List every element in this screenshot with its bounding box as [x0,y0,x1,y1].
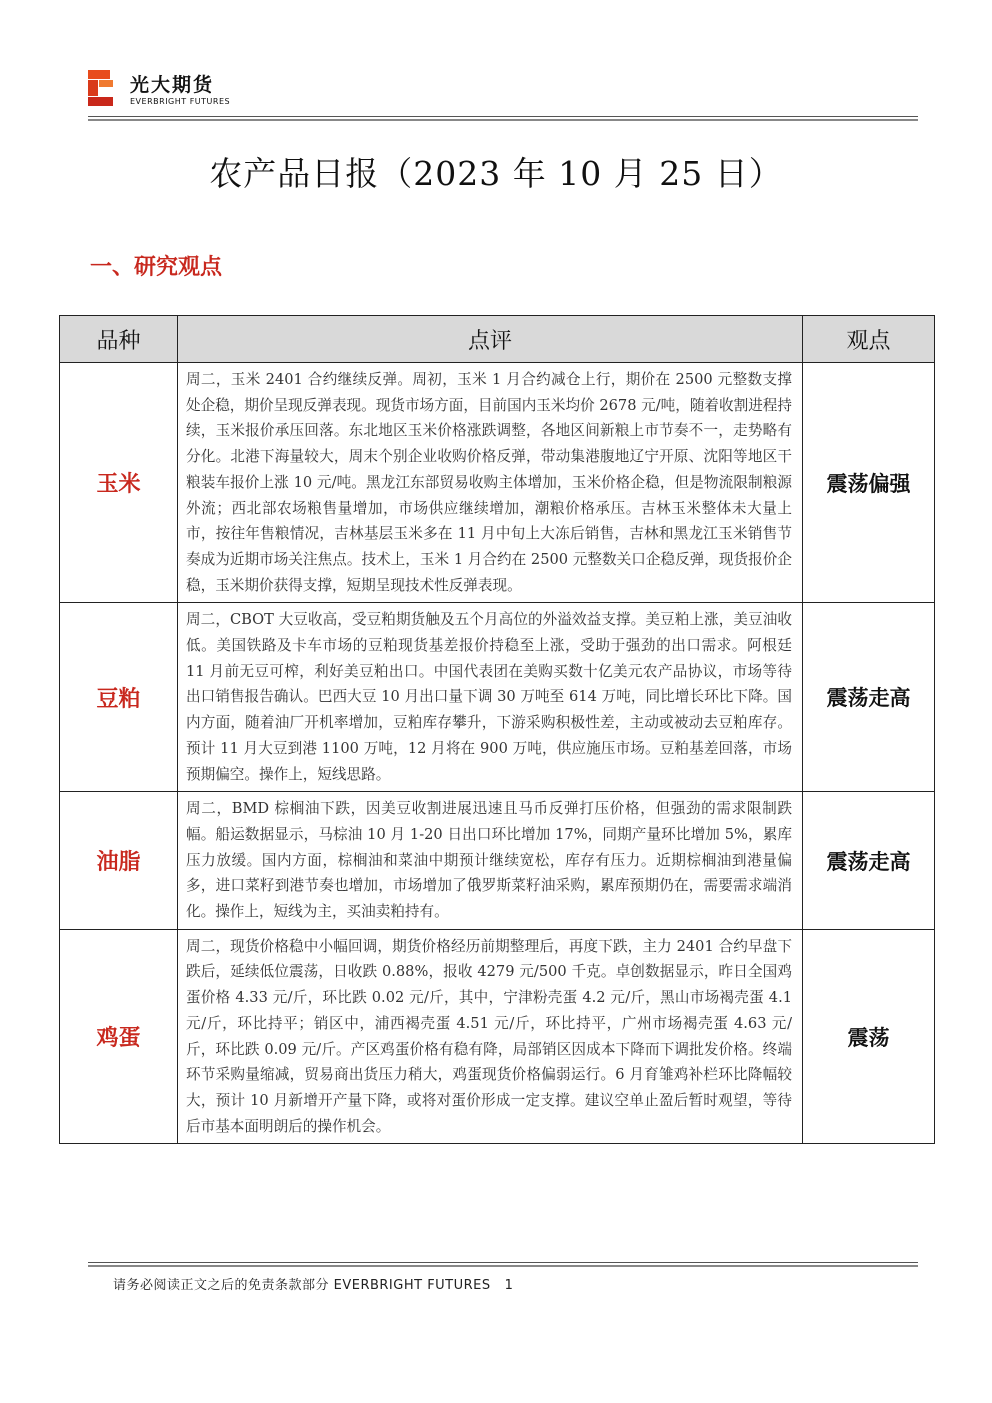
header-divider-thick [88,119,918,121]
disclaimer-text: 请务必阅读正文之后的免责条款部分 EVERBRIGHT FUTURES [113,1278,491,1293]
variety-cell: 玉米 [60,363,178,603]
column-header-comment: 点评 [178,316,803,363]
table-row [60,929,935,1144]
table-row [60,792,935,930]
table-row [60,363,935,603]
view-cell: 震荡偏强 [803,363,935,603]
brand-name-cn: 光大期货 [130,74,215,96]
comment-cell: 周二，CBOT 大豆收高，受豆粕期货触及五个月高位的外溢效益支撑。美豆粕上涨，美豆油收低。美国铁路及卡车市场的豆粕现货基差报价持稳至上涨，受助于强劲的出口需求。阿根廷 11 月前无豆可榨，利好美豆粕出口。中国代表团在美购买数十亿美元农产品协议，市场等待出口销售报告确认。巴西大豆 10 月出口量下调 30 万吨至 614 万吨，同比增长环比下降。国内方面，随着油厂开机率增加，豆粕库存攀升，下游采购积极性差，主动或被动去豆粕库存。预计 11 月大豆到港 1100 万吨，12 月将在 900 万吨，供应施压市场。豆粕基差回落，市场预期偏空。操作上，短线思路。 [178,603,803,792]
table-row [60,603,935,792]
page-footer [113,1274,513,1293]
everbright-logo-icon [88,70,116,106]
comment-cell: 周二，玉米 2401 合约继续反弹。周初，玉米 1 月合约减仓上行，期价在 2500 元整数支撑处企稳，期价呈现反弹表现。现货市场方面，目前国内玉米均价 2678 元/吨，随着收割进程持续，玉米报价承压回落。东北地区玉米价格涨跌调整，各地区间新粮上市节奏不一，走势略有分化。北港下海量较大，周末个别企业收购价格反弹，带动集港腹地辽宁开原、沈阳等地区干粮装车报价上涨 10 元/吨。黑龙江东部贸易收购主体增加，玉米价格企稳，但是物流限制粮源外流；西北部农场粮售量增加，市场供应继续增加，潮粮价格承压。吉林玉米整体未大量上市，按往年售粮情况，吉林基层玉米多在 11 月中旬上大冻后销售，吉林和黑龙江玉米销售节奏成为近期市场关注焦点。技术上，玉米 1 月合约在 2500 元整数关口企稳反弹，现货报价企稳，玉米期价获得支撑，短期呈现技术性反弹表现。 [178,363,803,603]
variety-cell: 油脂 [60,792,178,930]
footer-divider [88,1262,918,1263]
view-cell: 震荡走高 [803,792,935,930]
variety-cell: 豆粕 [60,603,178,792]
header-divider [88,116,918,117]
page-header [88,66,918,124]
section-title: 一、研究观点 [90,254,223,280]
column-header-variety: 品种 [60,316,178,363]
column-header-view: 观点 [803,316,935,363]
view-cell: 震荡走高 [803,603,935,792]
footer-divider-thick [88,1265,918,1267]
view-cell: 震荡 [803,929,935,1144]
research-view-table [59,315,935,1144]
page-number: 1 [504,1278,514,1293]
variety-cell: 鸡蛋 [60,929,178,1144]
table-header-row [60,316,935,363]
brand-name-en: EVERBRIGHT FUTURES [130,97,231,106]
comment-cell: 周二，现货价格稳中小幅回调，期货价格经历前期整理后，再度下跌，主力 2401 合约早盘下跌后，延续低位震荡，日收跌 0.88%，报收 4279 元/500 千克。卓创数据显示，昨日全国鸡蛋价格 4.33 元/斤，环比跌 0.02 元/斤，其中，宁津粉壳蛋 4.2 元/斤，黑山市场褐壳蛋 4.1 元/斤，环比持平；销区中，浦西褐壳蛋 4.51 元/斤，环比持平，广州市场褐壳蛋 4.63 元/斤，环比跌 0.09 元/斤。产区鸡蛋价格有稳有降，局部销区因成本下降而下调批发价格。终端环节采购量缩减，贸易商出货压力稍大，鸡蛋现货价格偏弱运行。6 月育雏鸡补栏环比降幅较大，预计 10 月新增开产量下降，或将对蛋价形成一定支撑。建议空单止盈后暂时观望，等待后市基本面明朗后的操作机会。 [178,929,803,1144]
document-title: 农产品日报（2023 年 10 月 25 日） [209,154,783,193]
comment-cell: 周二，BMD 棕榈油下跌，因美豆收割进展迅速且马币反弹打压价格，但强劲的需求限制跌幅。船运数据显示，马棕油 10 月 1-20 日出口环比增加 17%，同期产量环比增加 5%，累库压力放缓。国内方面，棕榈油和菜油中期预计继续宽松，库存有压力。近期棕榈油到港量偏多，进口菜籽到港节奏也增加，市场增加了俄罗斯菜籽油采购，累库预期仍在，需要需求端消化。操作上，短线为主，买油卖粕持有。 [178,792,803,930]
